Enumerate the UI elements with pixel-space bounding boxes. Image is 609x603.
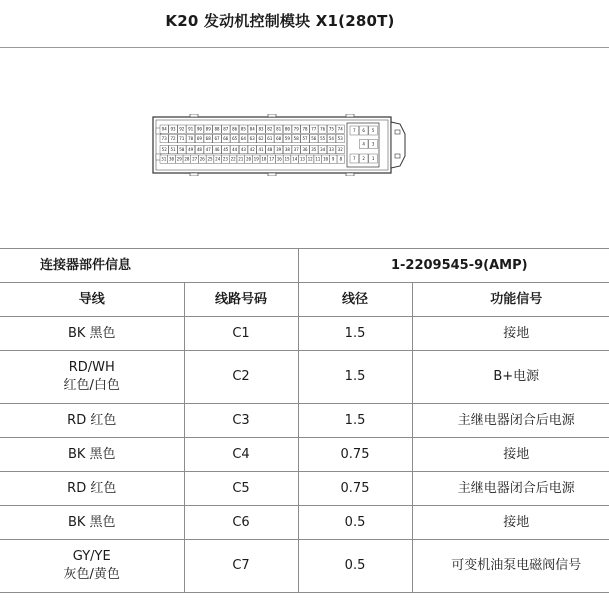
connector-pin	[274, 146, 282, 154]
circuit-number-cell: C5	[184, 472, 298, 506]
function-signal-cell: 接地	[412, 438, 609, 472]
wire-color-text: 灰色/黄色	[63, 567, 120, 582]
pin-number: 58	[293, 136, 299, 142]
pin-number: 41	[258, 147, 264, 153]
pin-number: 9	[331, 156, 335, 162]
wire-color-cell	[0, 472, 184, 506]
pin-number: 73	[161, 136, 167, 142]
connector-pin	[183, 155, 191, 163]
connector-pin	[195, 135, 203, 143]
connector-pin	[257, 125, 265, 133]
pin-number: 3	[371, 141, 375, 147]
connector-pin	[178, 125, 186, 133]
connector-pin	[301, 135, 309, 143]
pin-number: 51	[170, 147, 176, 153]
connector-pin	[322, 155, 330, 163]
wire-gauge-cell: 0.75	[298, 438, 412, 472]
wire-color-cell	[0, 351, 184, 404]
pin-number: 85	[240, 126, 246, 132]
connector-pin	[266, 125, 274, 133]
table-row	[0, 351, 609, 404]
connector-pin	[310, 125, 318, 133]
connector-pin	[336, 146, 344, 154]
connector-pin	[274, 125, 282, 133]
pin-number: 42	[249, 147, 255, 153]
pin-number: 74	[337, 126, 343, 132]
function-signal-cell: 接地	[412, 317, 609, 351]
pin-number: 40	[267, 147, 273, 153]
connector-pin	[213, 125, 221, 133]
column-header-gauge: 线径	[298, 283, 412, 317]
connector-pin	[327, 135, 335, 143]
pin-number: 66	[223, 136, 229, 142]
pin-number: 62	[258, 136, 264, 142]
connector-pin	[204, 146, 212, 154]
connector-pin	[276, 155, 284, 163]
connector-pin	[191, 155, 199, 163]
pin-number: 15	[284, 156, 290, 162]
function-signal-cell: B+电源	[412, 351, 609, 404]
pin-number: 89	[205, 126, 211, 132]
circuit-number-cell: C4	[184, 438, 298, 472]
pin-number: 94	[161, 126, 167, 132]
connector-pin	[327, 125, 335, 133]
connector-pin	[359, 154, 368, 163]
column-header-function: 功能信号	[412, 283, 609, 317]
connector-pin	[229, 155, 237, 163]
pin-number: 63	[249, 136, 255, 142]
connector-diagram	[150, 114, 410, 176]
pin-number: 4	[362, 141, 365, 147]
pin-number: 76	[320, 126, 326, 132]
pin-number: 77	[311, 126, 317, 132]
pin-number: 25	[207, 156, 213, 162]
wire-color-cell	[0, 506, 184, 540]
table-title-row	[0, 249, 609, 283]
connector-pin	[266, 135, 274, 143]
pin-number: 31	[161, 156, 167, 162]
pin-number: 60	[276, 136, 282, 142]
function-signal-cell: 主继电器闭合后电源	[412, 472, 609, 506]
pin-number: 65	[232, 136, 238, 142]
connector-pin	[337, 155, 345, 163]
function-signal-cell: 接地	[412, 506, 609, 540]
connector-pin	[301, 125, 309, 133]
connector-pin	[186, 146, 194, 154]
pin-number: 17	[269, 156, 275, 162]
connector-pin	[327, 146, 335, 154]
connector-pin	[350, 154, 359, 163]
pin-number: 20	[245, 156, 252, 162]
pin-number: 81	[276, 126, 282, 132]
connector-pin	[292, 125, 300, 133]
connector-pin	[314, 155, 322, 163]
connector-pin	[318, 146, 326, 154]
wire-color-cell	[0, 540, 184, 593]
circuit-number-cell: C3	[184, 404, 298, 438]
pin-number: 39	[276, 147, 282, 153]
connector-info-body	[0, 249, 609, 593]
pin-number: 6	[362, 128, 365, 133]
connector-pin	[268, 155, 276, 163]
connector-pin	[178, 135, 186, 143]
circuit-number-cell: C1	[184, 317, 298, 351]
connector-pin	[239, 125, 247, 133]
wire-color-text: RD 红色	[67, 412, 117, 428]
wire-color-cell	[0, 438, 184, 472]
connector-pin	[336, 135, 344, 143]
housing-clip	[268, 114, 276, 117]
housing-clip	[268, 173, 276, 176]
circuit-number-cell: C7	[184, 540, 298, 593]
connector-pin	[283, 135, 291, 143]
pin-number: 50	[179, 147, 185, 153]
function-signal-cell: 主继电器闭合后电源	[412, 404, 609, 438]
page-title: K20 发动机控制模块 X1(280T)	[165, 12, 395, 30]
pin-number: 54	[328, 136, 334, 142]
pin-number: 35	[311, 147, 317, 153]
wire-color-text: RD/WH	[68, 360, 115, 375]
function-signal-cell: 可变机油泵电磁阀信号	[412, 540, 609, 593]
connector-pin	[274, 135, 282, 143]
pin-number: 48	[196, 147, 202, 153]
pin-number: 69	[196, 136, 202, 142]
connector-pin	[299, 155, 307, 163]
pin-number: 64	[240, 136, 246, 142]
table-row	[0, 472, 609, 506]
pin-number: 80	[284, 126, 290, 132]
pin-number: 14	[292, 156, 298, 162]
connector-pin	[257, 146, 265, 154]
connector-pin	[292, 146, 300, 154]
pin-number: 32	[337, 147, 343, 153]
connector-pin	[329, 155, 337, 163]
connector-pin	[195, 125, 203, 133]
pin-number: 2	[362, 156, 365, 161]
pin-number: 90	[196, 126, 202, 132]
connector-pin	[301, 146, 309, 154]
pin-number: 12	[307, 156, 313, 162]
latch-window	[395, 154, 400, 158]
connector-pin	[186, 125, 194, 133]
column-header-row	[0, 283, 609, 317]
connector-pin	[318, 125, 326, 133]
pin-number: 88	[214, 126, 220, 132]
connector-pin	[213, 135, 221, 143]
pin-number: 5	[371, 128, 375, 133]
connector-pin	[336, 125, 344, 133]
connector-pin	[195, 146, 203, 154]
pin-number: 24	[215, 156, 221, 162]
connector-pin	[283, 155, 291, 163]
connector-pin	[160, 155, 168, 163]
wire-color-text: RD 红色	[67, 480, 117, 496]
wire-gauge-cell: 1.5	[298, 351, 412, 404]
pin-number: 18	[261, 156, 267, 162]
pin-number: 68	[205, 136, 211, 142]
connector-pin	[222, 146, 230, 154]
pin-number: 52	[161, 147, 167, 153]
pin-number: 92	[179, 126, 185, 132]
pin-number: 93	[170, 126, 176, 132]
connector-pin	[369, 154, 378, 163]
connector-pin	[175, 155, 183, 163]
pin-number: 84	[249, 126, 255, 132]
pin-number: 56	[311, 136, 317, 142]
pin-number: 55	[320, 136, 326, 142]
connector-pin	[206, 155, 214, 163]
connector-pin	[222, 135, 230, 143]
connector-pin	[369, 140, 378, 149]
connector-pin	[369, 126, 378, 135]
pin-number: 67	[214, 136, 220, 142]
housing-clip	[190, 173, 198, 176]
pin-number: 30	[168, 156, 175, 162]
latch-window	[395, 130, 400, 134]
housing-clip	[346, 114, 354, 117]
table-row	[0, 506, 609, 540]
connector-pin	[292, 135, 300, 143]
pin-number: 19	[253, 156, 259, 162]
wire-color-text: BK 黑色	[67, 325, 116, 341]
pin-number: 79	[293, 126, 299, 132]
connector-pin	[245, 155, 253, 163]
pin-number: 38	[284, 147, 290, 153]
table-row	[0, 317, 609, 351]
connector-pin	[169, 135, 177, 143]
table-row	[0, 438, 609, 472]
pin-number: 33	[328, 147, 334, 153]
pin-number: 37	[293, 147, 299, 153]
pin-number: 59	[284, 136, 290, 142]
pin-number: 7	[353, 128, 356, 133]
pin-number: 49	[188, 147, 194, 153]
connector-pin	[199, 155, 207, 163]
wire-gauge-cell: 0.5	[298, 506, 412, 540]
section-label: 连接器部件信息	[0, 249, 298, 283]
pin-number: 83	[258, 126, 264, 132]
pin-number: 46	[214, 147, 220, 153]
pin-number: 47	[205, 147, 211, 153]
connector-pin	[252, 155, 260, 163]
wire-gauge-cell: 1.5	[298, 317, 412, 351]
pin-number: 78	[302, 126, 308, 132]
housing-clip	[346, 173, 354, 176]
connector-pin	[168, 155, 176, 163]
connector-pin	[260, 155, 268, 163]
connector-pin	[160, 146, 168, 154]
connector-pin	[213, 146, 221, 154]
connector-pin	[257, 135, 265, 143]
pin-number: 13	[299, 156, 305, 162]
pin-number: 44	[232, 147, 238, 153]
connector-pin	[222, 125, 230, 133]
pin-number: 29	[176, 156, 182, 162]
connector-pin	[230, 146, 238, 154]
connector-pin	[266, 146, 274, 154]
connector-pin	[306, 155, 314, 163]
connector-pin	[248, 135, 256, 143]
title-divider	[0, 47, 609, 48]
pin-number: 23	[222, 156, 228, 162]
connector-pin	[214, 155, 222, 163]
connector-latch	[391, 122, 405, 168]
pin-number: 28	[184, 156, 190, 162]
pin-number: 45	[223, 147, 229, 153]
pin-number: 34	[320, 147, 326, 153]
table-row	[0, 540, 609, 593]
pin-number: 36	[302, 147, 308, 153]
pin-number: 26	[199, 156, 205, 162]
connector-pin	[160, 125, 168, 133]
wire-color-text: GY/YE	[72, 549, 111, 564]
pin-number: 11	[315, 156, 321, 162]
connector-pin	[178, 146, 186, 154]
pin-number: 75	[328, 126, 334, 132]
wire-color-cell	[0, 317, 184, 351]
wire-color-text: 红色/白色	[63, 378, 120, 393]
connector-pin	[169, 146, 177, 154]
pin-number: 16	[276, 156, 282, 162]
wire-color-text: BK 黑色	[67, 514, 116, 530]
connector-pin	[239, 135, 247, 143]
pin-number: 1	[371, 156, 375, 161]
connector-pin	[169, 125, 177, 133]
connector-pin	[222, 155, 230, 163]
connector-pin	[186, 135, 194, 143]
pin-number: 53	[337, 136, 343, 142]
pin-number: 27	[192, 156, 198, 162]
connector-pin	[283, 125, 291, 133]
connector-pin	[230, 125, 238, 133]
pin-number: 87	[223, 126, 229, 132]
pin-number: 82	[267, 126, 273, 132]
pin-number: 91	[188, 126, 194, 132]
pin-number: 7	[353, 156, 356, 161]
pin-number: 70	[188, 136, 194, 142]
circuit-number-cell: C6	[184, 506, 298, 540]
connector-pin	[310, 135, 318, 143]
connector-pin	[248, 146, 256, 154]
connector-pin	[204, 125, 212, 133]
connector-drawing	[150, 114, 410, 176]
connector-pin	[350, 126, 359, 135]
connector-pin	[160, 135, 168, 143]
pin-number: 21	[238, 156, 244, 162]
pin-number: 43	[240, 147, 246, 153]
pin-number: 61	[267, 136, 273, 142]
connector-pin	[239, 146, 247, 154]
connector-pin	[310, 146, 318, 154]
column-header-wire: 导线	[0, 283, 184, 317]
pin-number: 86	[232, 126, 238, 132]
wire-gauge-cell: 0.5	[298, 540, 412, 593]
wire-color-cell	[0, 404, 184, 438]
circuit-number-cell: C2	[184, 351, 298, 404]
connector-pin	[359, 140, 368, 149]
table-row	[0, 404, 609, 438]
connector-pin	[359, 126, 368, 135]
connector-pin	[291, 155, 299, 163]
housing-clip	[190, 114, 198, 117]
connector-info-table	[0, 248, 609, 593]
pin-number: 22	[230, 156, 236, 162]
connector-pin	[204, 135, 212, 143]
part-number: 1-2209545-9(AMP)	[298, 249, 609, 283]
pin-number: 8	[339, 156, 343, 162]
pin-number: 71	[179, 136, 185, 142]
pin-number: 10	[322, 156, 329, 162]
wire-color-text: BK 黑色	[67, 446, 116, 462]
connector-pin	[230, 135, 238, 143]
connector-pin	[237, 155, 245, 163]
wire-gauge-cell: 1.5	[298, 404, 412, 438]
column-header-circuit: 线路号码	[184, 283, 298, 317]
wire-gauge-cell: 0.75	[298, 472, 412, 506]
pin-number: 72	[170, 136, 176, 142]
connector-pin	[248, 125, 256, 133]
pin-number: 57	[302, 136, 308, 142]
connector-pin	[318, 135, 326, 143]
connector-pin	[283, 146, 291, 154]
